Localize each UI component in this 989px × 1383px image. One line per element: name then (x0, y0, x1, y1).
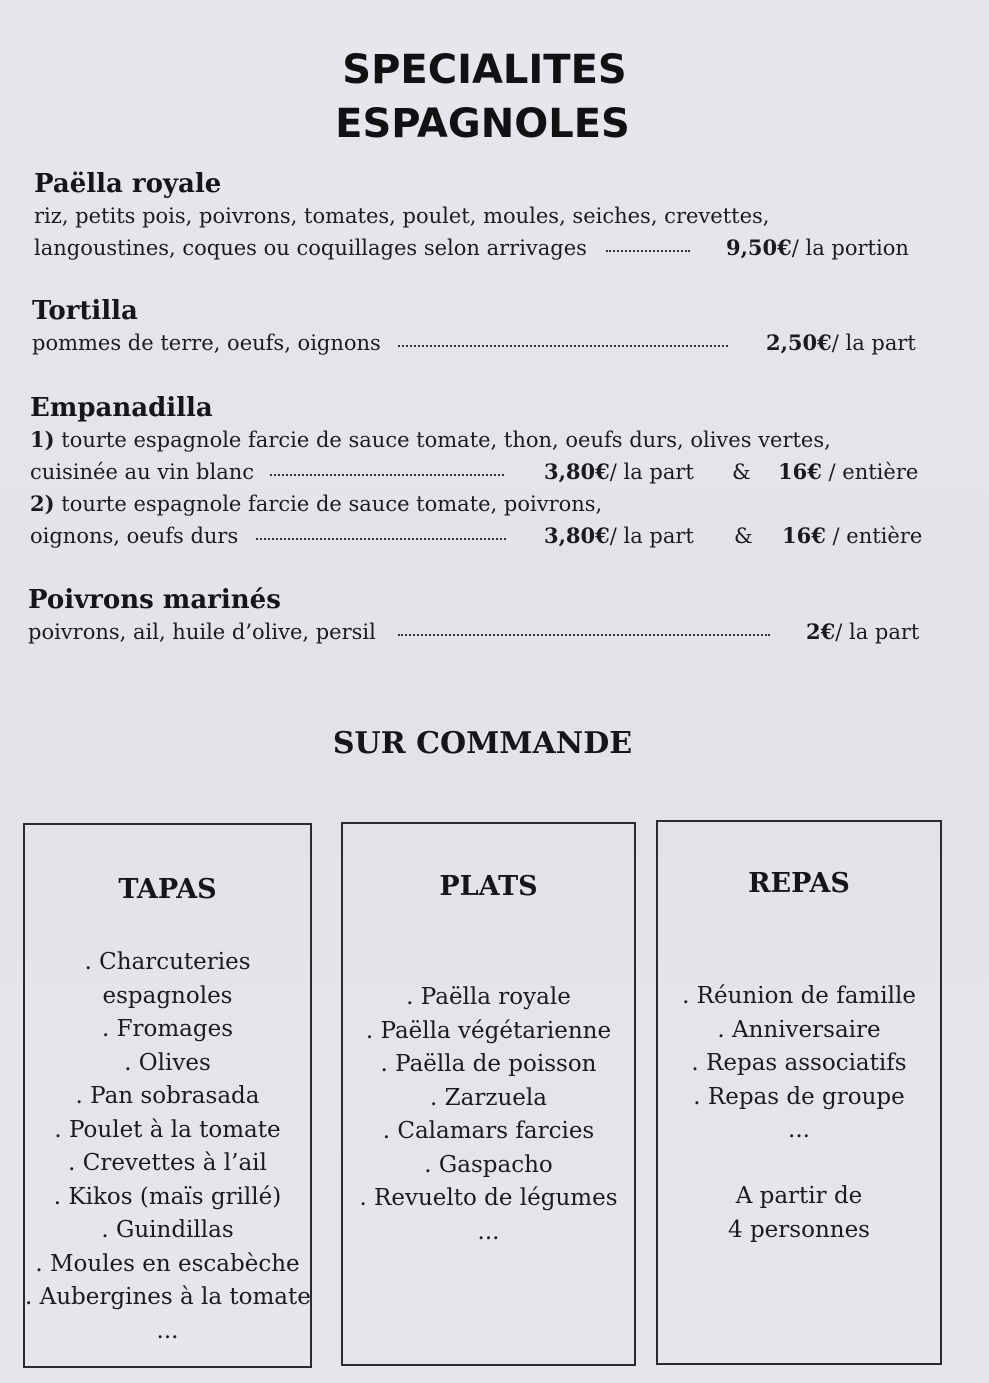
note-line: A partir de (735, 1183, 863, 1209)
tapas-list (25, 946, 310, 1348)
list-item: . Poulet à la tomate (54, 1116, 281, 1143)
repas-note (658, 1180, 940, 1247)
tapas-box (23, 823, 312, 1368)
plats-box (341, 822, 636, 1366)
list-item: . Anniversaire (717, 1016, 881, 1043)
dish-empanadilla (30, 392, 940, 552)
list-item: . Repas de groupe (693, 1083, 905, 1110)
option-description: 2) tourte espagnole farcie de sauce tomate, poivrons, (30, 491, 603, 516)
leader-dots (398, 345, 728, 347)
option-price-row (30, 520, 940, 552)
list-item: . Calamars farcies (382, 1118, 595, 1144)
list-item: espagnoles (102, 982, 233, 1009)
dish-name: Tortilla (32, 296, 138, 326)
leader-dots (398, 634, 770, 636)
list-item: . Paëlla de poisson (380, 1051, 597, 1077)
ampersand: & (732, 460, 751, 484)
dish-description: langoustines, coques ou coquillages selon arrivages (34, 236, 587, 260)
dish-price: 2€ (806, 619, 836, 644)
option-price-whole: 16€ (782, 523, 826, 548)
repas-box (656, 820, 942, 1365)
price-unit: / la part (831, 331, 916, 355)
list-item: . Paëlla royale (406, 984, 571, 1010)
dish-price-row (34, 232, 934, 264)
plats-list (343, 981, 634, 1249)
note-line: 4 personnes (728, 1216, 870, 1243)
list-item: . Kikos (maïs grillé) (53, 1183, 282, 1210)
dish-price: 2,50€ (766, 330, 832, 355)
price-unit: / la part (609, 460, 694, 484)
list-item: . Moules en escabèche (35, 1250, 300, 1277)
price-unit: / la portion (791, 236, 909, 260)
dish-description: pommes de terre, oeufs, oignons (32, 331, 381, 355)
price-unit: / la part (609, 524, 694, 548)
list-item: . Gaspacho (424, 1151, 553, 1178)
page-title-line2: ESPAGNOLES (335, 101, 630, 147)
list-item: ... (156, 1317, 179, 1344)
dish-price-row (32, 327, 932, 359)
section-title: SUR COMMANDE (332, 726, 633, 761)
option-price-whole: 16€ (778, 459, 822, 484)
list-item: . Paëlla végétarienne (365, 1017, 612, 1044)
box-title: TAPAS (118, 874, 217, 905)
list-item: . Pan sobrasada (75, 1083, 260, 1109)
list-item: . Repas associatifs (691, 1050, 907, 1076)
price-unit: / la part (835, 620, 920, 644)
option-description: oignons, oeufs durs (30, 524, 239, 548)
list-item: . Réunion de famille (682, 983, 916, 1009)
box-title: PLATS (439, 871, 538, 902)
dish-poivrons-marines (28, 584, 938, 648)
list-item: . Charcuteries (84, 949, 251, 975)
option-price: 3,80€ (544, 523, 610, 548)
leader-dots (270, 474, 504, 476)
option-number: 2) (30, 491, 55, 516)
ampersand: & (734, 524, 753, 548)
option-price-row (30, 456, 940, 488)
option-number: 1) (30, 427, 55, 452)
price-unit: / entière (832, 524, 923, 548)
option-description: cuisinée au vin blanc (30, 460, 255, 484)
option-description: 1) tourte espagnole farcie de sauce tomate, thon, oeufs durs, olives vertes, (30, 427, 831, 452)
price-unit: / entière (828, 460, 919, 484)
list-item: . Zarzuela (430, 1084, 547, 1111)
option-price: 3,80€ (544, 459, 610, 484)
dish-paella-royale (34, 168, 934, 264)
list-item: ... (477, 1218, 500, 1245)
dish-price: 9,50€ (726, 235, 792, 260)
dish-name: Paëlla royale (34, 169, 222, 199)
repas-list (658, 980, 940, 1148)
list-item: . Guindillas (101, 1217, 234, 1243)
dish-tortilla (32, 295, 932, 359)
page-title-line1: SPECIALITES (342, 47, 627, 93)
leader-dots (256, 538, 506, 540)
dish-description: poivrons, ail, huile d’olive, persil (28, 620, 376, 644)
list-item: . Aubergines à la tomate (25, 1284, 311, 1310)
list-item: . Fromages (101, 1016, 234, 1042)
list-item: . Crevettes à l’ail (68, 1150, 267, 1176)
dish-name: Poivrons marinés (28, 585, 281, 615)
dish-description: riz, petits pois, poivrons, tomates, poulet, moules, seiches, crevettes, (34, 204, 770, 228)
list-item: . Olives (124, 1049, 211, 1076)
dish-price-row (28, 616, 938, 648)
list-item: . Revuelto de légumes (359, 1185, 618, 1211)
list-item: ... (788, 1117, 810, 1143)
leader-dots (606, 250, 690, 252)
dish-name: Empanadilla (30, 393, 213, 423)
box-title: REPAS (748, 868, 850, 899)
